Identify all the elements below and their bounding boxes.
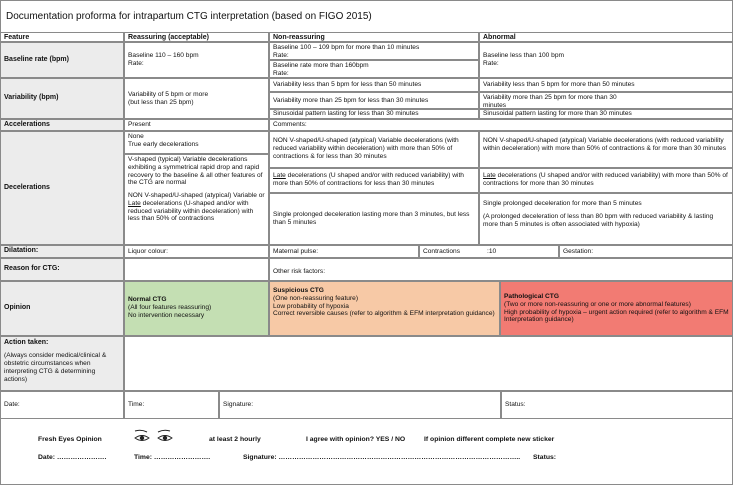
decel-r-vshaped: V-shaped (typical) Variable decelerations exhibiting a symmetrical rapid drop and rapid recovery to the baseline & all other features of the CTG are normal — [128, 156, 263, 187]
fresh-eyes-signature[interactable]: Signature: …………………………………………………………………………………………….. — [243, 454, 521, 461]
signoff-signature-field[interactable]: Signature: — [219, 391, 501, 419]
reason-label: Reason for CTG: — [0, 258, 124, 281]
page-title: Documentation proforma for intrapartum CTG interpretation (based on FIGO 2015) — [6, 11, 372, 22]
decel-r-none — [124, 131, 269, 154]
decel-nr-2-rest: decelerations (U shaped and/or with reduced variability) with more than 50% of contractions for less than 30 minutes — [273, 172, 464, 187]
action-label: Action taken: — [4, 339, 49, 346]
action-taken-field[interactable] — [124, 336, 733, 391]
col-header-non-reassuring: Non-reassuring — [269, 32, 479, 42]
decel-ab-2-late: Late — [483, 172, 496, 179]
decel-nr-2-late: Late — [273, 172, 286, 179]
gestation-field[interactable]: Gestation: — [559, 245, 733, 258]
opinion-normal[interactable] — [124, 281, 269, 336]
signoff-status-field[interactable]: Status: — [501, 391, 733, 419]
accelerations-comments[interactable]: Comments: — [269, 119, 733, 131]
variability-ab-3: Sinusoidal pattern lasting for more than 30 minutes — [479, 109, 733, 119]
contractions-label: Contractions — [423, 247, 461, 255]
decel-ab-1: NON V-shaped/U-shaped (atypical) Variable decelerations (with reduced variability within deceleration) with more than 50% of contractions & for more than 30 minutes — [479, 131, 733, 168]
dilatation-label[interactable]: Dilatation: — [0, 245, 124, 258]
decel-ab-2 — [479, 168, 733, 193]
decel-r-non-late: Late — [128, 199, 141, 207]
baseline-nr-1-text: Baseline 100 – 109 bpm for more than 10 minutes — [273, 44, 420, 51]
signoff-time-field[interactable]: Time: — [124, 391, 219, 419]
baseline-nr-2 — [269, 60, 479, 78]
baseline-reassuring-text: Baseline 110 – 160 bpm — [128, 52, 199, 59]
fresh-eyes-different: If opinion different complete new sticker — [424, 436, 555, 443]
baseline-abnormal-text: Baseline less than 100 bpm — [483, 52, 565, 59]
eyes-icon — [133, 429, 177, 447]
variability-ab-2: Variability more than 25 bpm for more than 30 minutes — [479, 92, 733, 109]
accelerations-label: Accelerations — [0, 119, 124, 131]
reason-field[interactable] — [124, 258, 269, 281]
other-risk-factors-field[interactable]: Other risk factors: — [269, 258, 733, 281]
decel-ab-3-text: Single prolonged deceleration for more than 5 minutes — [483, 200, 642, 207]
decel-r-none-text: None — [128, 133, 144, 140]
decel-ab-4-text: (A prolonged deceleration of less than 80 bpm with reduced variability & lasting more than 5 minutes is often associated with hypoxia) — [483, 212, 714, 228]
decel-nr-1: NON V-shaped/U-shaped (atypical) Variable decelerations (with reduced variability within deceleration) with more than 50% of contractions & for less than 30 minutes — [269, 131, 479, 168]
decel-r-non-a: NON V-shaped/U-shaped (atypical) Variable or — [128, 192, 265, 200]
col-header-feature: Feature — [0, 32, 124, 42]
fresh-eyes-date[interactable]: Date: …………………. — [38, 454, 107, 461]
contractions-per-ten: :10 — [487, 247, 497, 255]
decel-r-early-text: True early decelerations — [128, 140, 199, 148]
baseline-nr-2-text: Baseline rate more than 160bpm — [273, 62, 369, 69]
fresh-eyes-agree[interactable]: I agree with opinion? YES / NO — [306, 436, 406, 443]
variability-nr-3: Sinusoidal pattern lasting for less than 30 minutes — [269, 109, 479, 119]
variability-nr-2: Variability more than 25 bpm for less than 30 minutes — [269, 92, 479, 109]
action-note: (Always consider medical/clinical & obstetric circumstances when interpreting CTG & determining actions) — [4, 352, 107, 383]
decelerations-label: Decelerations — [0, 131, 124, 245]
variability-reassuring-1: Variability of 5 bpm or more — [128, 90, 209, 98]
decel-r-variable — [124, 154, 269, 245]
decel-r-non — [128, 192, 265, 223]
opinion-pathological[interactable] — [500, 281, 733, 336]
decel-nr-3: Single prolonged deceleration lasting more than 3 minutes, but less than 5 minutes — [269, 193, 479, 245]
baseline-nr-1 — [269, 42, 479, 60]
col-header-abnormal: Abnormal — [479, 32, 733, 42]
fresh-eyes-time[interactable]: Time: ……………………. — [134, 454, 211, 461]
opinion-suspicious[interactable] — [269, 281, 500, 336]
variability-reassuring-2: (but less than 25 bpm) — [128, 98, 194, 106]
baseline-abnormal — [479, 42, 733, 78]
signoff-date-field[interactable]: Date: — [0, 391, 124, 419]
contractions-field[interactable] — [419, 245, 559, 258]
fresh-eyes-status[interactable]: Status: — [533, 454, 557, 461]
opinion-label: Opinion — [0, 281, 124, 336]
opinion-suspicious-title: Suspicious CTG — [273, 287, 324, 294]
baseline-nr-2-rate[interactable]: Rate: — [273, 69, 289, 77]
decel-nr-2 — [269, 168, 479, 193]
baseline-reassuring-rate[interactable]: Rate: — [128, 59, 144, 67]
baseline-abnormal-rate[interactable]: Rate: — [483, 59, 499, 67]
variability-reassuring — [124, 78, 269, 119]
baseline-nr-1-rate[interactable]: Rate: — [273, 51, 289, 59]
opinion-normal-1: (All four features reassuring) — [128, 303, 212, 311]
opinion-suspicious-1: (One non-reassuring feature) — [273, 294, 359, 302]
liquor-colour-field[interactable]: Liquor colour: — [124, 245, 269, 258]
baseline-label: Baseline rate (bpm) — [0, 42, 124, 78]
variability-label: Variability (bpm) — [0, 78, 124, 119]
opinion-pathological-title: Pathological CTG — [504, 293, 559, 300]
fresh-eyes-hourly: at least 2 hourly — [209, 436, 261, 443]
opinion-normal-title: Normal CTG — [128, 296, 167, 303]
opinion-pathological-1: (Two or more non-reassuring or one or more abnormal features) — [504, 300, 691, 308]
variability-ab-1: Variability less than 5 bpm for more than 50 minutes — [479, 78, 733, 92]
opinion-suspicious-2: Low probability of hypoxia — [273, 302, 349, 310]
decel-ab-3 — [479, 193, 733, 245]
opinion-suspicious-3: Correct reversible causes (refer to algorithm & EFM interpretation guidance) — [273, 310, 495, 318]
opinion-normal-2: No intervention necessary — [128, 311, 205, 319]
col-header-reassuring: Reassuring (acceptable) — [124, 32, 269, 42]
fresh-eyes-label: Fresh Eyes Opinion — [38, 436, 102, 443]
variability-nr-1: Variability less than 5 bpm for less than 50 minutes — [269, 78, 479, 92]
decel-ab-2-rest: decelerations (U shaped and/or with reduced variability) with more than 50% of contractions for more than 30 minutes — [483, 172, 728, 187]
opinion-pathological-2: High probability of hypoxia – urgent action required (refer to algorithm & EFM Interpretation guidance) — [504, 308, 729, 324]
accelerations-reassuring: Present — [124, 119, 269, 131]
decel-r-non-b: decelerations (U-shaped and/or with reduced variability within deceleration) with less than 50% of contractions — [128, 199, 254, 223]
maternal-pulse-field[interactable]: Maternal pulse: — [269, 245, 419, 258]
action-label-cell — [0, 336, 124, 391]
baseline-reassuring — [124, 42, 269, 78]
